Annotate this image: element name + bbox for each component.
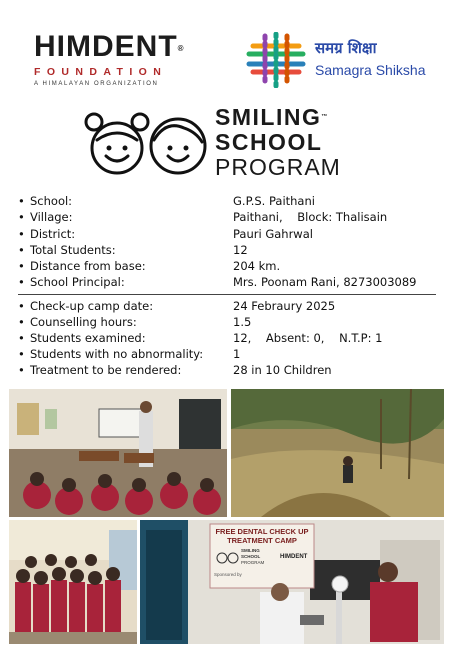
banner-title-line2: TREATMENT CAMP (227, 536, 297, 545)
students-group-photo (9, 520, 137, 644)
section-divider (18, 294, 436, 295)
detail-row: • District: Pauri Gahrwal (18, 227, 313, 241)
himdent-name: HIMDENT® (34, 30, 185, 63)
detail-row: • Students examined: 12, Absent: 0, N.T.P: 1 (18, 331, 383, 345)
samagra-shiksha-logo (243, 32, 443, 84)
banner-logo-line2: SCHOOL (241, 554, 261, 559)
treatment-camp-photo (140, 520, 444, 644)
program-line1: SMILING (215, 104, 322, 130)
banner-logo-line3: PROGRAM (241, 560, 265, 565)
banner-logo-line1: SMILING (241, 548, 260, 553)
detail-row: • Treatment to be rendered: 28 in 10 Children (18, 363, 332, 377)
detail-row: • Total Students: 12 (18, 243, 248, 257)
detail-row: • School: G.P.S. Paithani (18, 194, 315, 208)
detail-row: • Village: Paithani, Block: Thalisain (18, 210, 388, 224)
detail-row: • Check-up camp date: 24 Febraury 2025 (18, 299, 336, 313)
program-line2: SCHOOL (215, 129, 323, 155)
banner-title-line1: FREE DENTAL CHECK UP (215, 527, 309, 536)
program-line3: PROGRAM (215, 154, 341, 180)
banner-himdent: HIMDENT (280, 554, 308, 560)
banner-sponsored: Sponsored by (214, 572, 242, 577)
detail-row: • Counselling hours: 1.5 (18, 315, 252, 329)
detail-row: • Distance from base: 204 km. (18, 259, 281, 273)
himdent-logo (34, 32, 224, 92)
samagra-emblem-icon (243, 32, 309, 88)
detail-row: • Students with no abnormality: 1 (18, 347, 241, 361)
detail-row: • School Principal: Mrs. Poonam Rani, 8273003089 (18, 275, 417, 289)
hillside-photo (231, 389, 444, 517)
smiling-faces-icon (84, 110, 210, 176)
classroom-photo (9, 389, 227, 517)
himdent-foundation: FOUNDATION (34, 66, 168, 78)
samagra-hindi-title: समग्र शिक्षा (315, 39, 377, 57)
samagra-english-title: Samagra Shiksha (315, 62, 426, 78)
program-title: SMILING™ SCHOOL PROGRAM (215, 104, 341, 180)
himdent-tagline: A HIMALAYAN ORGANIZATION (34, 81, 159, 87)
